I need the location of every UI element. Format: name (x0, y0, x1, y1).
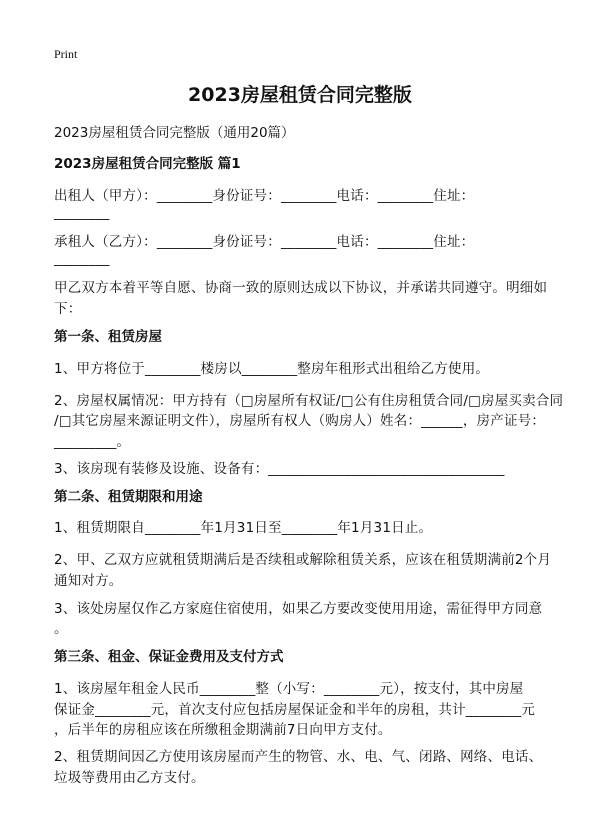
document-title: 2023房屋租赁合同完整版 (188, 84, 412, 106)
lessor-line: 出租人（甲方）：________身份证号：________电话：________住址： (54, 188, 475, 204)
article-3-item-1-cont: 保证金________元，首次支付应包括房屋保证金和半年的房租，共计________元 (54, 702, 536, 718)
document-subtitle: 2023房屋租赁合同完整版（通用20篇） (54, 125, 295, 141)
article-1-item-3: 3、该房现有装修及设施、设备有：__________________________________ (54, 461, 505, 477)
lessor-address-blank: ________ (54, 205, 110, 221)
article-2-item-3-cont: 。 (54, 621, 68, 637)
article-1-item-1: 1、甲方将位于________楼房以________整房年租形式出租给乙方使用。 (54, 361, 490, 377)
article-3-item-2: 2、租赁期间因乙方使用该房屋而产生的物管、水、电、气、闭路、网络、电话、 (54, 749, 543, 765)
article-1-item-2-cont: /□其它房屋来源证明文件），房屋所有权人（购房人）姓名：______，房产证号： (54, 413, 546, 429)
article-1-heading: 第一条、租赁房屋 (54, 329, 162, 345)
article-1-item-2-cont2: _________。 (54, 434, 131, 450)
agreement-paragraph: 甲乙双方本着平等自愿、协商一致的原则达成以下协议，并承诺共同遵守。明细如 (54, 280, 548, 296)
article-3-item-1: 1、该房屋年租金人民币________整（小写：________元），按支付，其中房屋 (54, 681, 524, 697)
article-3-item-1-cont2: ，后半年的房租应该在所缴租金期满前7日向甲方支付。 (54, 722, 392, 738)
article-3-heading: 第三条、租金、保证金费用及支付方式 (54, 649, 284, 665)
article-2-item-3: 3、该处房屋仅作乙方家庭住宿使用，如果乙方要改变使用用途，需征得甲方同意 (54, 601, 543, 617)
article-2-item-1: 1、租赁期限自________年1月31日至________年1月31日止。 (54, 520, 433, 536)
print-label: Print (54, 47, 78, 61)
article-1-item-2: 2、房屋权属情况：甲方持有（□房屋所有权证/□公有住房租赁合同/□房屋买卖合同 (54, 393, 564, 409)
article-2-item-2: 2、甲、乙双方应就租赁期满后是否续租或解除租赁关系，应该在租赁期满前2个月 (54, 552, 552, 568)
lessee-address-blank: ________ (54, 251, 110, 267)
article-2-heading: 第二条、租赁期限和用途 (54, 489, 203, 505)
article-3-item-2-cont: 垃圾等费用由乙方支付。 (54, 770, 205, 786)
article-2-item-2-cont: 通知对方。 (54, 573, 123, 589)
section-title: 2023房屋租赁合同完整版 篇1 (54, 156, 241, 172)
agreement-paragraph-cont: 下： (54, 301, 82, 317)
lessee-line: 承租人（乙方）：________身份证号：________电话：________住址： (54, 234, 475, 250)
